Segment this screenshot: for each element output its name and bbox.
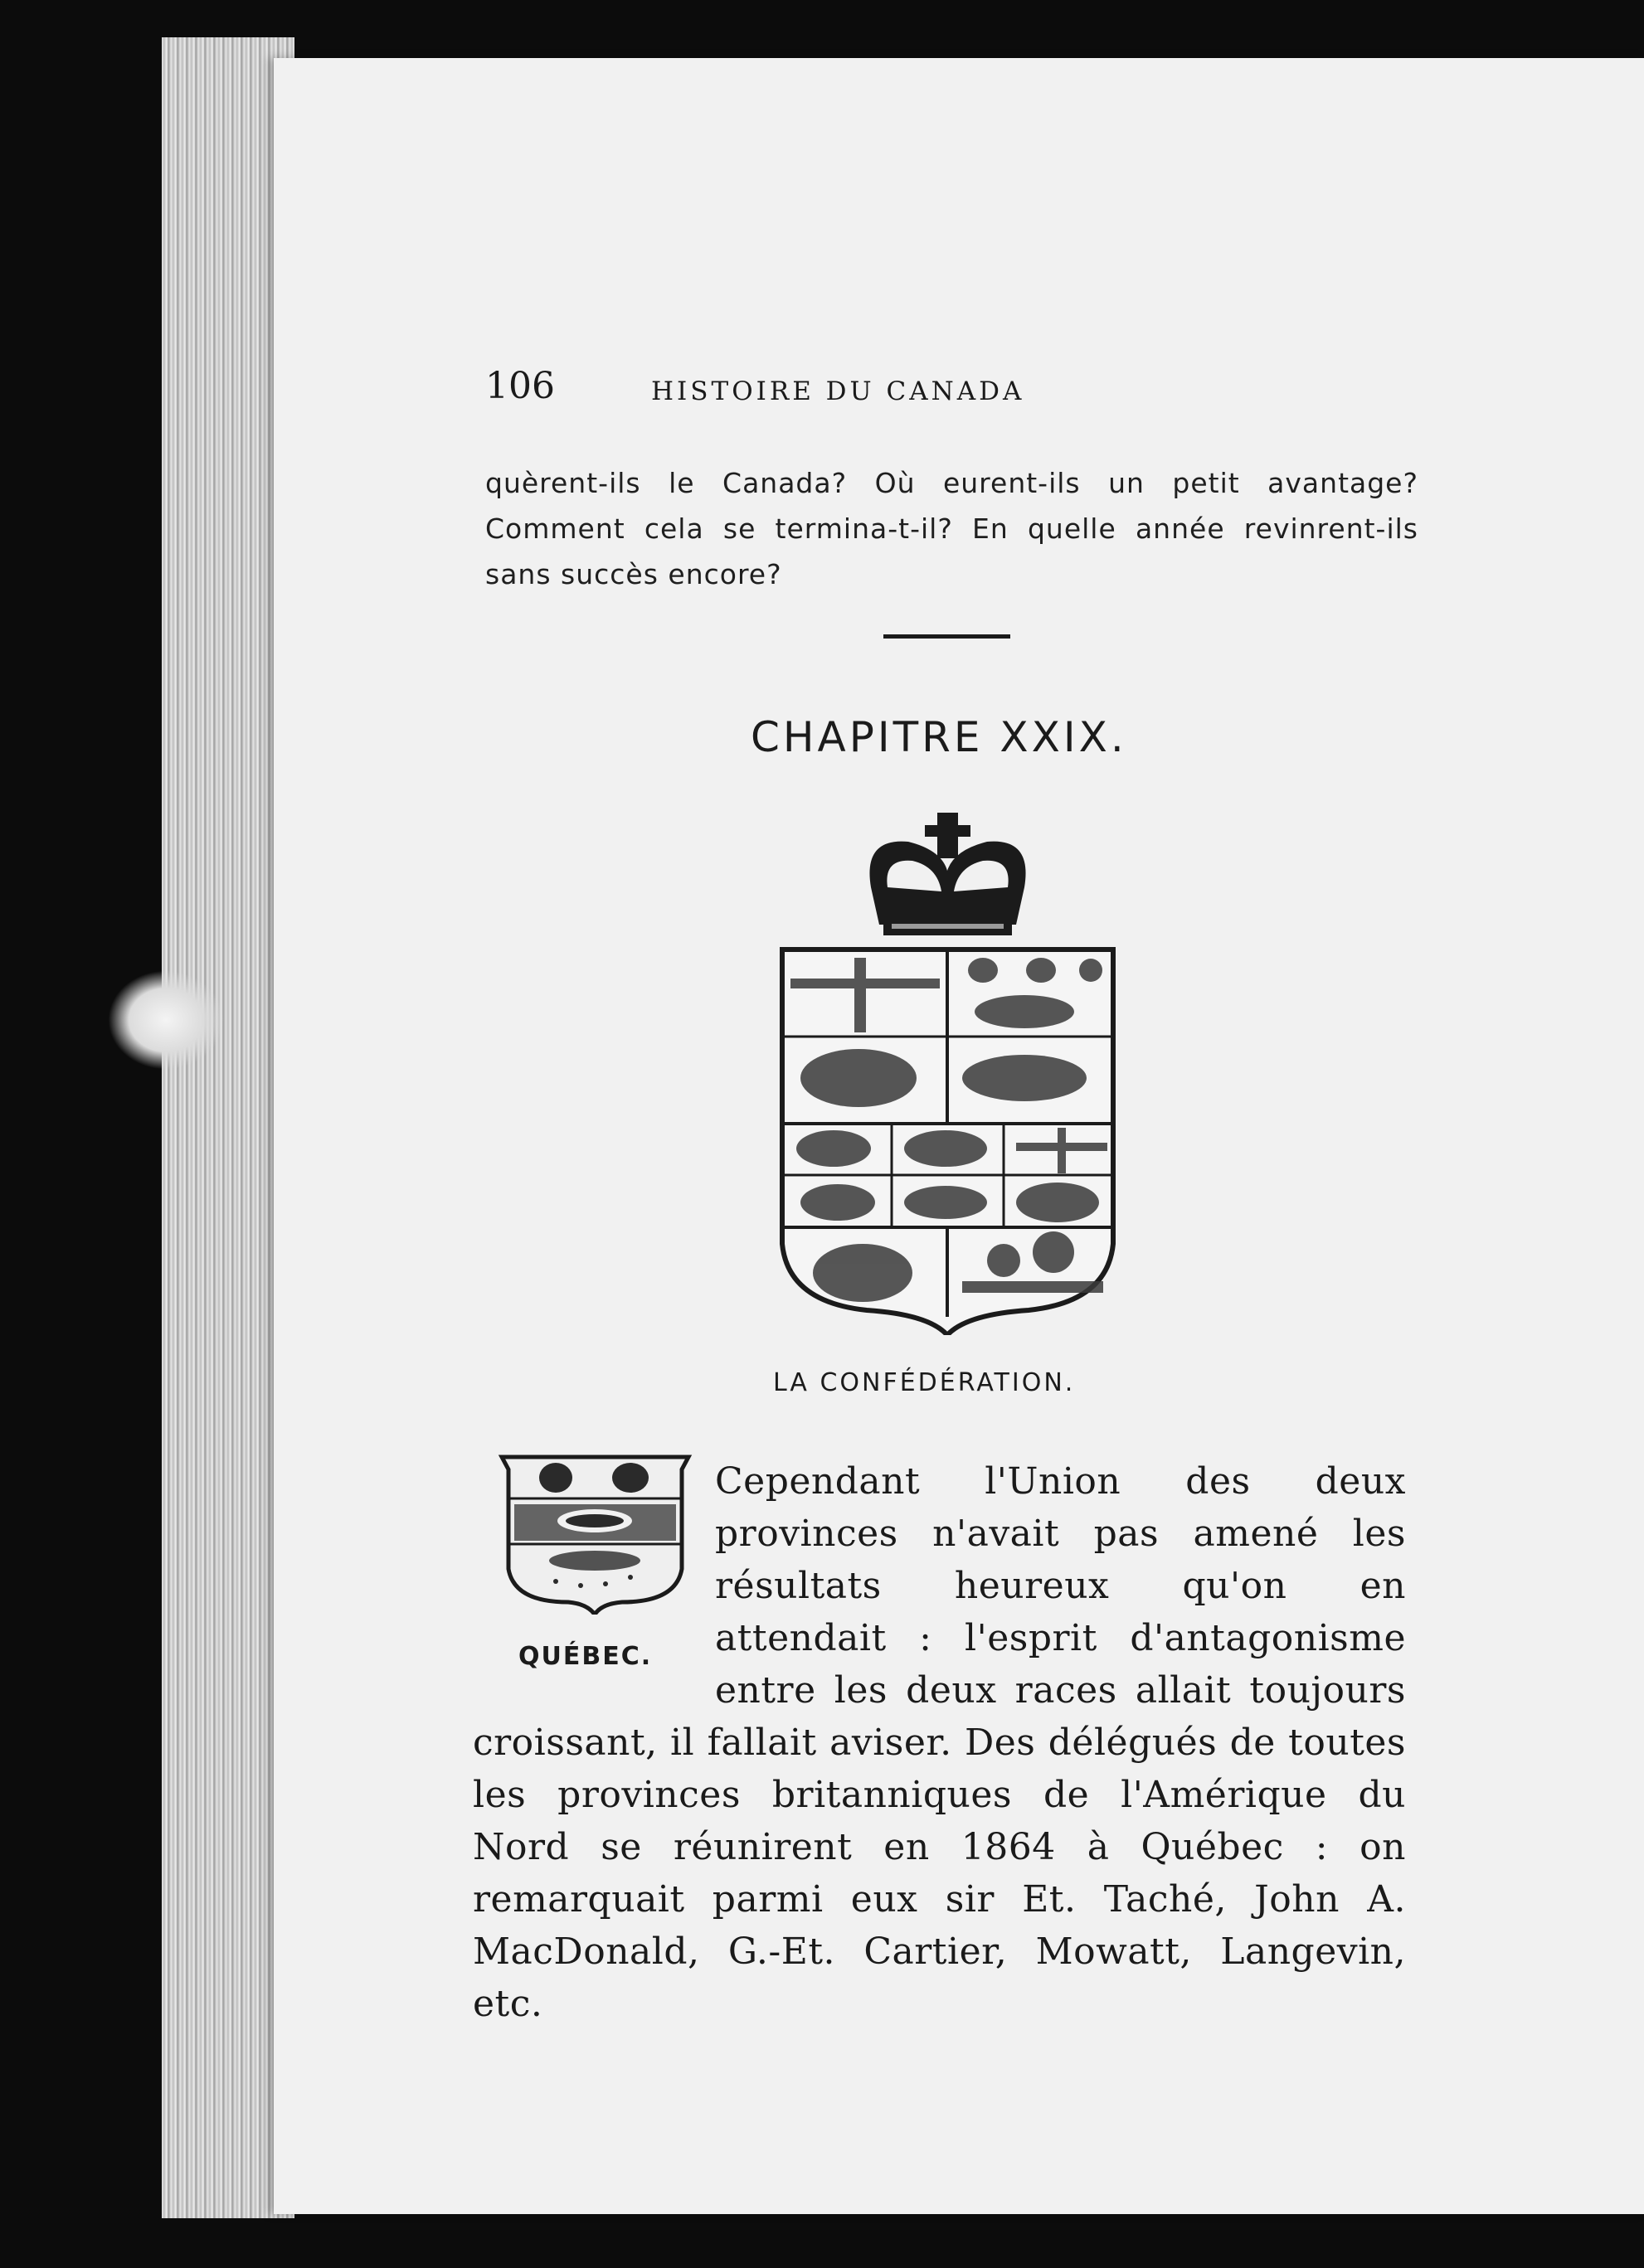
chapter-title: CHAPITRE XXIX. [751, 713, 1127, 761]
figure-float-spacer [473, 1455, 715, 1717]
page-number: 106 [485, 365, 555, 407]
body-paragraph [473, 1455, 1406, 2030]
confederation-caption: LA CONFÉDÉRATION. [773, 1368, 1076, 1397]
section-divider [883, 634, 1010, 639]
confederation-coat-of-arms-icon [776, 813, 1120, 1335]
paper-damage-spot [108, 970, 224, 1070]
body-paragraph-text: Cependant l'Union des deux provinces n'avait pas amené les résultats heureux qu'on en attendait : l'esprit d'antagonisme entre les deux races allait toujours croissant, il fallait aviser. Des délégués de toutes les provinces britanniques de l'Amérique du Nord se réunirent en 1864 à Québec : on remarquait parmi eux sir Et. Taché, John A. MacDonald, G.-Et. Cartier, Mowatt, Langevin, etc. [473, 1460, 1406, 2025]
page-header [485, 365, 1414, 415]
running-title: HISTOIRE DU CANADA [651, 376, 1025, 406]
quebec-caption: QUÉBEC. [518, 1642, 653, 1671]
intro-paragraph: quèrent-ils le Canada? Où eurent-ils un petit avantage? Comment cela se termina-t-il? En quelle année revinrent-ils sans succès encore? [485, 467, 1418, 590]
